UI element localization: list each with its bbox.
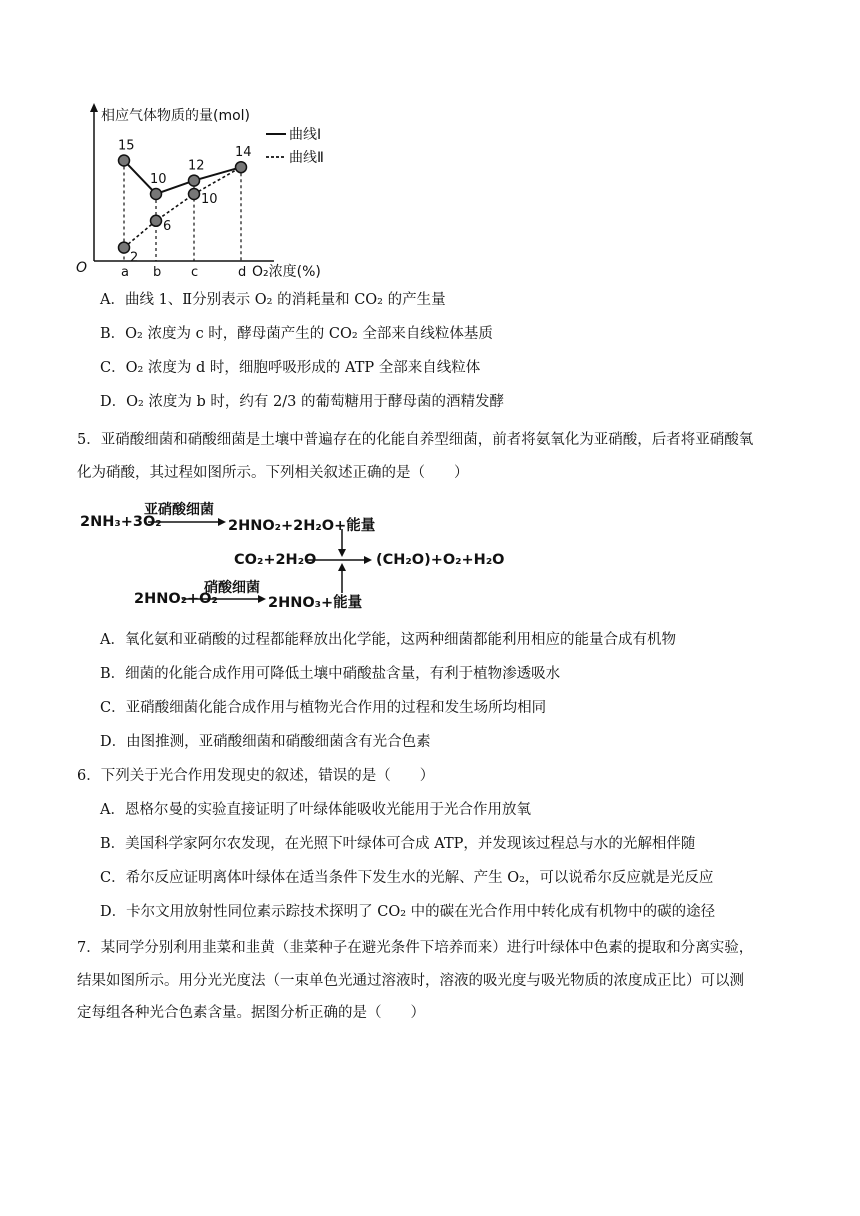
y-axis-label: 相应气体物质的量(mol) — [101, 108, 251, 124]
legend-series-2-label: 曲线Ⅱ — [289, 150, 324, 166]
q5-option-a: A．氧化氨和亚硝酸的过程都能释放出化学能，这两种细菌都能利用相应的能量合成有机物 — [100, 632, 676, 648]
organic-products: (CH₂O)+O₂+H₂O — [376, 552, 505, 568]
q6-stem: 6．下列关于光合作用发现史的叙述，错误的是（ ） — [77, 768, 435, 784]
eq2-reactants: 2HNO₂+O₂ — [134, 591, 218, 607]
x-axis-label: O₂浓度(%) — [252, 264, 321, 280]
series-2-point — [189, 189, 200, 200]
series-2-data-label: 2 — [130, 250, 139, 266]
q7-stem-line2: 结果如图所示。用分光光度法（一束单色光通过溶液时，溶液的吸光度与吸光物质的浓度成正比）可以测 — [77, 973, 744, 989]
series-2-data-label: 10 — [201, 192, 218, 207]
q6-option-d: D．卡尔文用放射性同位素示踪技术探明了 CO₂ 中的碳在光合作用中转化成有机物中的碳的途径 — [100, 904, 716, 920]
q4-option-b: B．O₂ 浓度为 c 时，酵母菌产生的 CO₂ 全部来自线粒体基质 — [100, 326, 493, 342]
series-1-data-label: 12 — [188, 158, 205, 174]
series-1-point — [151, 189, 162, 200]
x-tick-label: a — [121, 265, 129, 280]
legend-series-1-label: 曲线Ⅰ — [289, 127, 322, 143]
x-tick-label: b — [153, 265, 162, 280]
q5-stem-line2: 化为硝酸，其过程如图所示。下列相关叙述正确的是（ ） — [77, 465, 469, 481]
series-2-data-label: 6 — [163, 218, 172, 234]
eq2-products: 2HNO₃+能量 — [268, 595, 363, 611]
eq2-catalyst-label: 硝酸细菌 — [204, 580, 260, 596]
q6-option-b: B．美国科学家阿尔农发现，在光照下叶绿体可合成 ATP，并发现该过程总与水的光解相伴随 — [100, 836, 696, 852]
origin-label: O — [76, 260, 88, 276]
q4-option-d: D．O₂ 浓度为 b 时，约有 2/3 的葡萄糖用于酵母菌的酒精发酵 — [100, 394, 504, 410]
series-1-data-label: 10 — [150, 172, 167, 187]
chemosynthesis-diagram — [78, 495, 518, 613]
q5-stem-line1: 5．亚硝酸细菌和硝酸细菌是土壤中普遍存在的化能自养型细菌，前者将氨氧化为亚硝酸，后者将亚硝酸氧 — [77, 432, 754, 448]
eq1-catalyst-label: 亚硝酸细菌 — [144, 502, 214, 518]
q6-option-a: A．恩格尔曼的实验直接证明了叶绿体能吸收光能用于光合作用放氧 — [100, 802, 531, 818]
series-2-point — [151, 215, 162, 226]
q7-stem-line1: 7．某同学分别利用韭菜和韭黄（韭菜种子在避光条件下培养而来）进行叶绿体中色素的提取和分离实验， — [77, 940, 754, 956]
series-1-point — [189, 175, 200, 186]
q6-option-c: C．希尔反应证明离体叶绿体在适当条件下发生水的光解、产生 O₂，可以说希尔反应就是光反应 — [100, 870, 714, 886]
gas-amount-chart — [76, 100, 346, 285]
eq1-reactants: 2NH₃+3O₂ — [80, 514, 162, 530]
eq1-products: 2HNO₂+2H₂O+能量 — [228, 518, 376, 534]
q5-option-d: D．由图推测，亚硝酸细菌和硝酸细菌含有光合色素 — [100, 734, 431, 750]
q4-option-c: C．O₂ 浓度为 d 时，细胞呼吸形成的 ATP 全部来自线粒体 — [100, 360, 481, 376]
q5-option-c: C．亚硝酸细菌化能合成作用与植物光合作用的过程和发生场所均相同 — [100, 700, 547, 716]
x-tick-label: c — [191, 265, 199, 280]
q7-stem-line3: 定每组各种光合色素含量。据图分析正确的是（ ） — [77, 1005, 425, 1021]
series-1-point — [119, 155, 130, 166]
series-1-data-label: 15 — [118, 138, 135, 154]
series-1-point — [236, 162, 247, 173]
x-tick-label: d — [238, 265, 247, 280]
series-2-point — [119, 242, 130, 253]
co2-water-reactants: CO₂+2H₂O — [234, 552, 317, 568]
series-1-data-label: 14 — [235, 145, 252, 161]
y-axis-arrow — [90, 103, 98, 112]
q5-option-b: B．细菌的化能合成作用可降低土壤中硝酸盐含量，有利于植物渗透吸水 — [100, 666, 561, 682]
q4-option-a: A．曲线 1、Ⅱ分别表示 O₂ 的消耗量和 CO₂ 的产生量 — [100, 292, 446, 308]
